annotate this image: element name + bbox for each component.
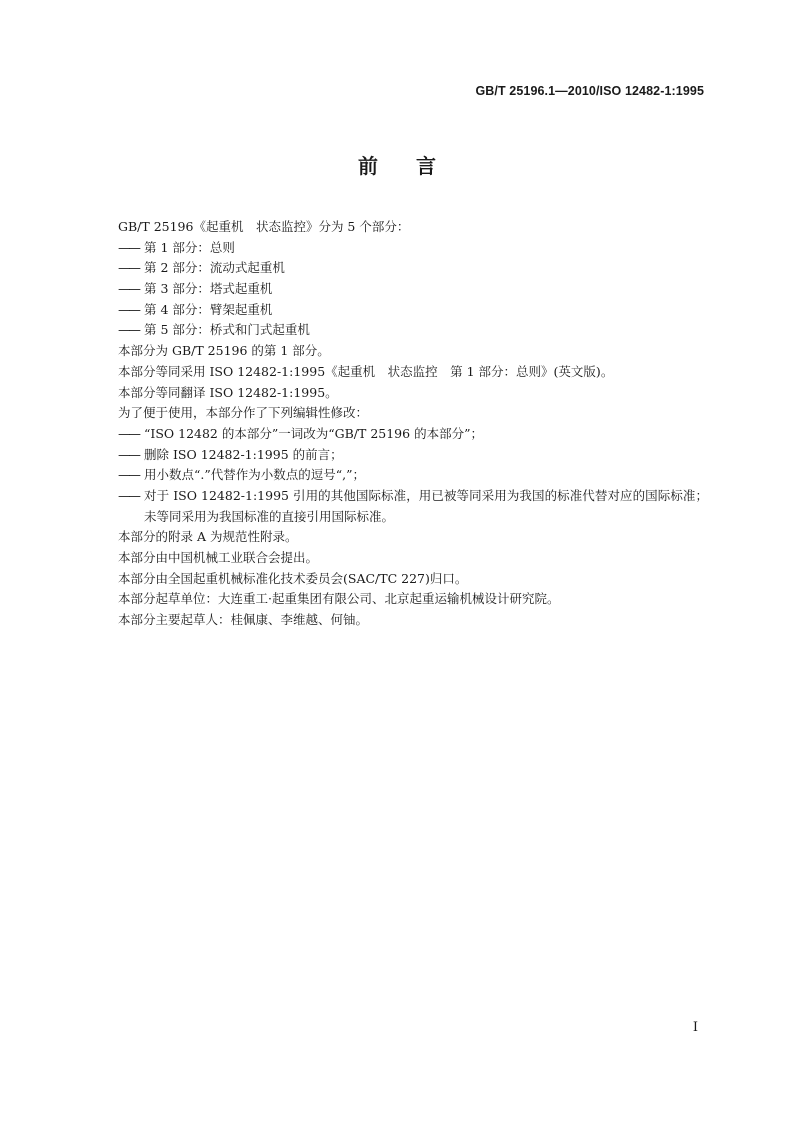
paragraph-proposer: 本部分由中国机械工业联合会提出。 (118, 550, 319, 566)
dash-marker: —— (118, 301, 139, 317)
list-item-part-4 (118, 300, 708, 321)
dash-marker: —— (118, 260, 139, 276)
list-item-text: 第 3 部分：塔式起重机 (144, 281, 273, 297)
list-item-part-1 (118, 238, 708, 259)
dash-marker: —— (118, 446, 139, 462)
paragraph-adoption: 本部分等同采用 ISO 12482-1:1995《起重机 状态监控 第 1 部分：总则》(英文版)。 (118, 363, 614, 379)
dash-marker: —— (118, 425, 139, 441)
dash-marker: —— (118, 239, 139, 255)
dash-marker: —— (118, 281, 139, 297)
dash-marker: —— (118, 322, 139, 338)
list-item-text: 用小数点“.”代替作为小数点的逗号“,”； (144, 467, 366, 483)
list-item-part-2 (118, 258, 708, 279)
list-item-text: 第 4 部分：臂架起重机 (144, 301, 273, 317)
paragraph-translation: 本部分等同翻译 ISO 12482-1:1995。 (118, 384, 338, 400)
list-item-edit-4 (118, 486, 708, 527)
paragraph-part-statement: 本部分为 GB/T 25196 的第 1 部分。 (118, 343, 330, 359)
list-item-text: “ISO 12482 的本部分”一词改为“GB/T 25196 的本部分”； (144, 425, 483, 441)
page-number: I (692, 1020, 698, 1035)
document-code: GB/T 25196.1—2010/ISO 12482-1:1995 (475, 84, 704, 98)
paragraph-committee: 本部分由全国起重机械标准化技术委员会(SAC/TC 227)归口。 (118, 570, 468, 586)
list-item-edit-1 (118, 424, 708, 445)
paragraph-drafters: 本部分主要起草人：桂佩康、李维越、何铀。 (118, 612, 369, 628)
list-item-text: 删除 ISO 12482-1:1995 的前言； (144, 446, 343, 462)
list-item-part-3 (118, 279, 708, 300)
list-item-part-5 (118, 320, 708, 341)
list-item-text: 对于 ISO 12482-1:1995 引用的其他国际标准，用已被等同采用为我国的标准代替对应的国际标准；未等同采用为我国标准的直接引用国际标准。 (144, 487, 708, 524)
paragraph-editorial-intro: 为了便于使用，本部分作了下列编辑性修改： (118, 405, 369, 421)
paragraph-drafting-units: 本部分起草单位：大连重工·起重集团有限公司、北京起重运输机械设计研究院。 (118, 591, 560, 607)
list-item-text: 第 1 部分：总则 (144, 239, 235, 255)
foreword-body (118, 217, 708, 631)
list-item-text: 第 5 部分：桥式和门式起重机 (144, 322, 310, 338)
paragraph-annex: 本部分的附录 A 为规范性附录。 (118, 529, 298, 545)
page-title: 前言 (358, 154, 474, 178)
list-item-text: 第 2 部分：流动式起重机 (144, 260, 285, 276)
dash-marker: —— (118, 467, 139, 483)
paragraph-parts-intro: GB/T 25196《起重机 状态监控》分为 5 个部分： (118, 219, 410, 234)
dash-marker: —— (118, 487, 139, 503)
list-item-edit-3 (118, 465, 708, 486)
list-item-edit-2 (118, 445, 708, 466)
